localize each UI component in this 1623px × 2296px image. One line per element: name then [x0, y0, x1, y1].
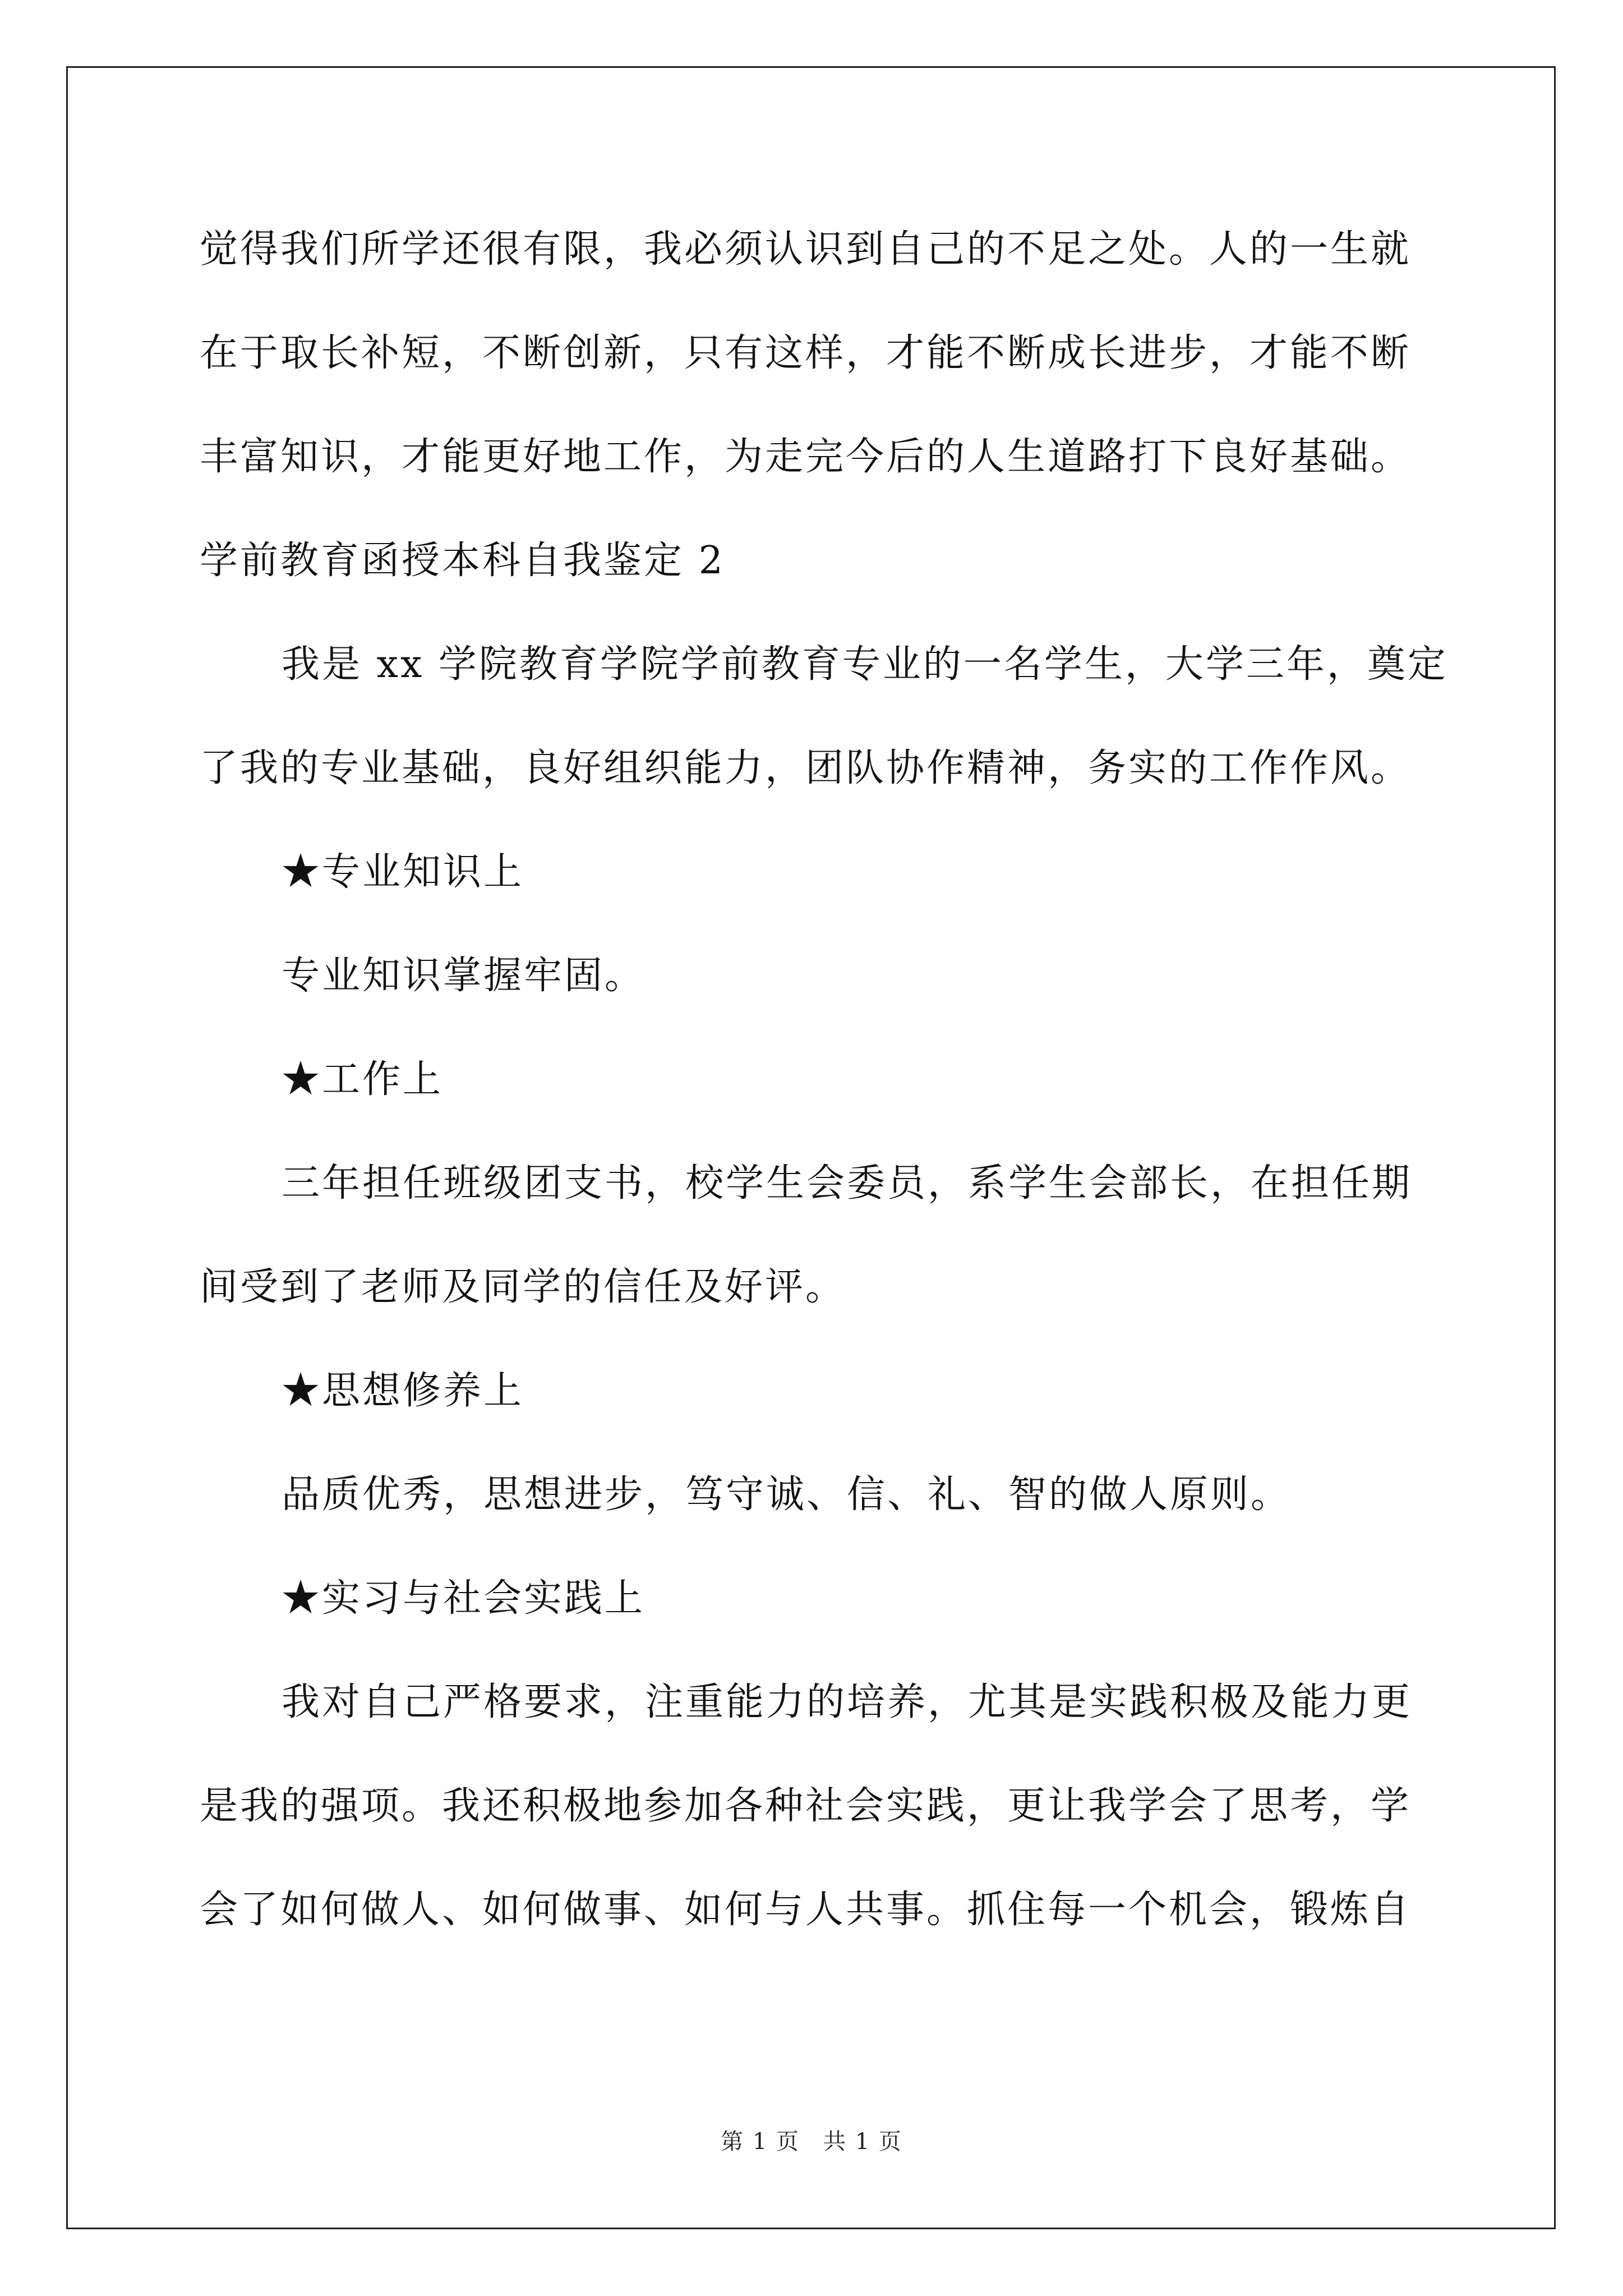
- body-text-line: 专业知识掌握牢固。: [282, 954, 645, 998]
- page-number-footer: 第 1 页 共 1 页: [721, 2129, 902, 2155]
- body-text-line: 我是 xx 学院教育学院学前教育专业的一名学生，大学三年，奠定: [282, 642, 1448, 687]
- body-text-line: 在于取长补短，不断创新，只有这样，才能不断成长进步，才能不断: [200, 331, 1412, 375]
- body-text-line: 我对自己严格要求，注重能力的培养，尤其是实践积极及能力更: [282, 1680, 1413, 1724]
- subheading-professional-knowledge: ★专业知识上: [282, 850, 524, 894]
- body-text-line: 三年担任班级团支书，校学生会委员，系学生会部长，在担任期: [282, 1161, 1413, 1205]
- body-text-line: 间受到了老师及同学的信任及好评。: [200, 1265, 846, 1309]
- body-text-line: 丰富知识，才能更好地工作，为走完今后的人生道路打下良好基础。: [200, 435, 1412, 479]
- subheading-internship: ★实习与社会实践上: [282, 1576, 645, 1621]
- subheading-ideology: ★思想修养上: [282, 1369, 524, 1413]
- body-text-line: 会了如何做人、如何做事、如何与人共事。抓住每一个机会，锻炼自: [200, 1888, 1412, 1932]
- body-text-line: 是我的强项。我还积极地参加各种社会实践，更让我学会了思考，学: [200, 1784, 1412, 1828]
- body-text-line: 品质优秀，思想进步，笃守诚、信、礼、智的做人原则。: [282, 1473, 1292, 1517]
- subheading-work: ★工作上: [282, 1057, 444, 1102]
- body-text-line: 觉得我们所学还很有限，我必须认识到自己的不足之处。人的一生就: [200, 227, 1412, 272]
- body-text-line: 了我的专业基础，良好组织能力，团队协作精神，务实的工作作风。: [200, 746, 1412, 790]
- section-heading: 学前教育函授本科自我鉴定 2: [200, 539, 725, 583]
